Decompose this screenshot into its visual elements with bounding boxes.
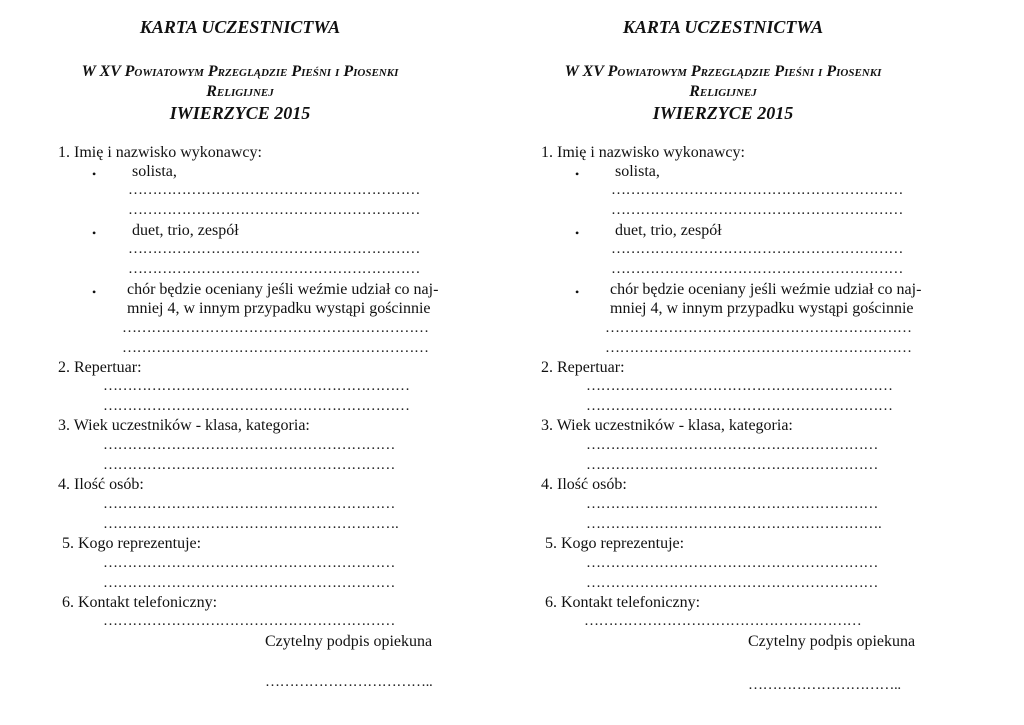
age-line-2[interactable]: …………………………………………………… (586, 457, 879, 473)
count-line-1[interactable]: …………………………………………………… (586, 496, 879, 512)
card-title: KARTA UCZESTNICTWA (139, 17, 341, 37)
choir-name-line-2[interactable]: ……………………………………………………… (605, 340, 912, 356)
question-1-label: 1. Imię i nazwisko wykonawcy: (541, 144, 745, 161)
bullet-icon: • (92, 226, 97, 240)
event-name-line2: Religijnej (206, 83, 274, 100)
question-4-label: 4. Ilość osób: (58, 476, 144, 493)
event-place-year: IWIERZYCE 2015 (652, 103, 794, 123)
group-name-line-1[interactable]: …………………………………………………… (128, 241, 421, 257)
question-1-label: 1. Imię i nazwisko wykonawcy: (58, 144, 262, 161)
bullet-icon: • (575, 226, 580, 240)
bullet-icon: • (575, 167, 580, 181)
choir-name-line-1[interactable]: ……………………………………………………… (605, 320, 912, 336)
option-solo-label: solista, (615, 163, 660, 180)
solo-name-line-2[interactable]: …………………………………………………… (611, 202, 904, 218)
represents-line-1[interactable]: …………………………………………………… (586, 555, 879, 571)
solo-name-line-1[interactable]: …………………………………………………… (611, 182, 904, 198)
count-line-2[interactable]: ……………………………………………………. (103, 516, 399, 532)
represents-line-2[interactable]: …………………………………………………… (586, 575, 879, 591)
age-line-2[interactable]: …………………………………………………… (103, 457, 396, 473)
question-5-label: 5. Kogo reprezentuje: (545, 535, 685, 552)
question-2-label: 2. Repertuar: (541, 359, 625, 376)
phone-line[interactable]: …………………………………………………… (103, 613, 396, 629)
choir-name-line-2[interactable]: ……………………………………………………… (122, 340, 429, 356)
repertoire-line-2[interactable]: ……………………………………………………… (586, 398, 893, 414)
signature-line[interactable]: …………………………….. (265, 674, 433, 690)
event-name-line1: W XV Powiatowym Przeglądzie Pieśni i Piosenki (564, 63, 882, 80)
count-line-1[interactable]: …………………………………………………… (103, 496, 396, 512)
question-3-label: 3. Wiek uczestników - klasa, kategoria: (58, 417, 310, 434)
bullet-icon: • (92, 167, 97, 181)
signature-label: Czytelny podpis opiekuna (748, 633, 916, 650)
age-line-1[interactable]: …………………………………………………… (586, 437, 879, 453)
event-place-year: IWIERZYCE 2015 (169, 103, 311, 123)
solo-name-line-2[interactable]: …………………………………………………… (128, 202, 421, 218)
question-2-label: 2. Repertuar: (58, 359, 142, 376)
event-name-line2: Religijnej (689, 83, 757, 100)
solo-name-line-1[interactable]: …………………………………………………… (128, 182, 421, 198)
card-title: KARTA UCZESTNICTWA (622, 17, 824, 37)
question-3-label: 3. Wiek uczestników - klasa, kategoria: (541, 417, 793, 434)
group-name-line-1[interactable]: …………………………………………………… (611, 241, 904, 257)
option-choir-label-line2: mniej 4, w innym przypadku wystąpi gościnnie (127, 300, 431, 317)
question-4-label: 4. Ilość osób: (541, 476, 627, 493)
represents-line-1[interactable]: …………………………………………………… (103, 555, 396, 571)
bullet-icon: • (92, 285, 97, 299)
group-name-line-2[interactable]: …………………………………………………… (128, 261, 421, 277)
question-6-label: 6. Kontakt telefoniczny: (545, 594, 701, 611)
repertoire-line-1[interactable]: ……………………………………………………… (586, 378, 893, 394)
age-line-1[interactable]: …………………………………………………… (103, 437, 396, 453)
count-line-2[interactable]: ……………………………………………………. (586, 516, 882, 532)
signature-line[interactable]: ………………………….. (748, 677, 901, 693)
question-5-label: 5. Kogo reprezentuje: (62, 535, 202, 552)
question-6-label: 6. Kontakt telefoniczny: (62, 594, 218, 611)
option-choir-label-line2: mniej 4, w innym przypadku wystąpi gościnnie (610, 300, 914, 317)
choir-name-line-1[interactable]: ……………………………………………………… (122, 320, 429, 336)
repertoire-line-2[interactable]: ……………………………………………………… (103, 398, 410, 414)
bullet-icon: • (575, 285, 580, 299)
event-name-line1: W XV Powiatowym Przeglądzie Pieśni i Piosenki (81, 63, 399, 80)
represents-line-2[interactable]: …………………………………………………… (103, 575, 396, 591)
repertoire-line-1[interactable]: ……………………………………………………… (103, 378, 410, 394)
signature-label: Czytelny podpis opiekuna (265, 633, 433, 650)
option-choir-label-line1: chór będzie oceniany jeśli weźmie udział co naj- (127, 281, 439, 298)
group-name-line-2[interactable]: …………………………………………………… (611, 261, 904, 277)
option-solo-label: solista, (132, 163, 177, 180)
phone-line[interactable]: ………………………………………………… (584, 613, 862, 629)
option-choir-label-line1: chór będzie oceniany jeśli weźmie udział co naj- (610, 281, 922, 298)
option-group-label: duet, trio, zespół (615, 222, 722, 239)
option-group-label: duet, trio, zespół (132, 222, 239, 239)
participation-card-right (483, 0, 963, 725)
participation-card-left (0, 0, 480, 725)
